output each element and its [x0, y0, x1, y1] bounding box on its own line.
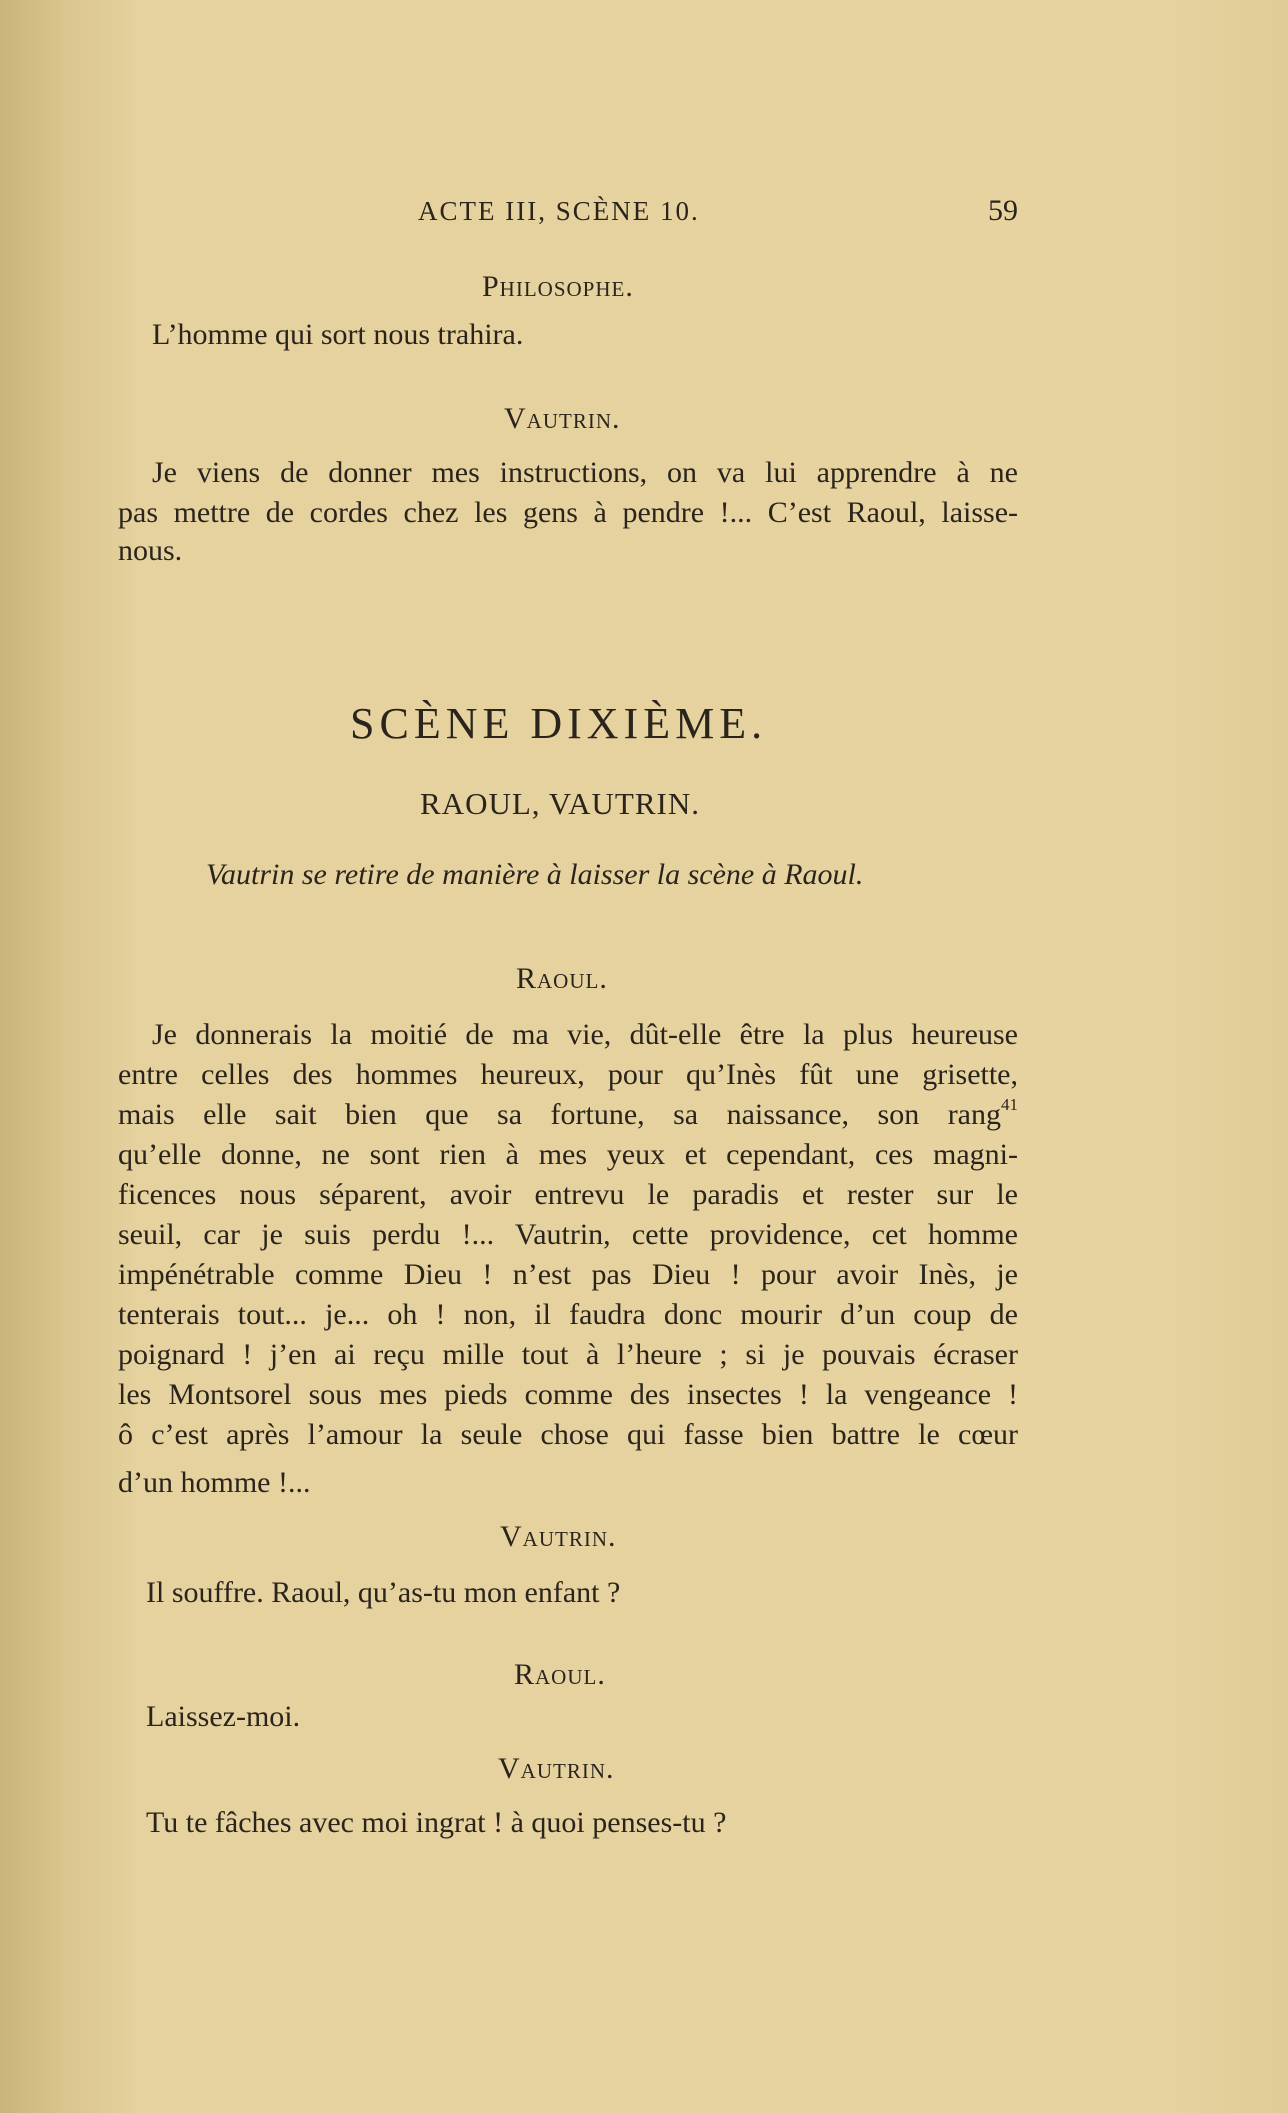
speech-text: mais elle sait bien que sa fortune, sa naissance, son rang	[118, 1098, 1001, 1131]
speaker-name: Raoul.	[516, 962, 608, 995]
running-header: ACTE III, SCÈNE 10.	[418, 196, 700, 226]
speech-line: Laissez-moi.	[146, 1700, 301, 1733]
page-number: 59	[988, 194, 1018, 227]
speech-line: nous.	[118, 534, 183, 567]
speech-line: ô c’est après l’amour la seule chose qui fasse bien battre le cœur	[118, 1418, 1018, 1451]
speech-line: impénétrable comme Dieu ! n’est pas Dieu ! pour avoir Inès, je	[118, 1258, 1018, 1291]
speech-line: seuil, car je suis perdu !... Vautrin, cette providence, cet homme	[118, 1218, 1018, 1251]
scene-title: SCÈNE DIXIÈME.	[350, 699, 768, 748]
speech-line: pas mettre de cordes chez les gens à pendre !... C’est Raoul, laisse-	[118, 496, 1018, 529]
speech-line	[118, 1095, 1018, 1132]
speaker-name: Raoul.	[514, 1658, 606, 1691]
speaker-name: Philosophe.	[482, 270, 634, 303]
speech-line: Il souffre. Raoul, qu’as-tu mon enfant ?	[146, 1576, 621, 1609]
speech-line: les Montsorel sous mes pieds comme des insectes ! la vengeance !	[118, 1378, 1018, 1411]
speaker-name: Vautrin.	[498, 1752, 615, 1785]
speech-line: Je viens de donner mes instructions, on va lui apprendre à ne	[152, 456, 1018, 489]
speech-line: qu’elle donne, ne sont rien à mes yeux et cependant, ces magni-	[118, 1138, 1018, 1171]
speech-line: tenterais tout... je... oh ! non, il faudra donc mourir d’un coup de	[118, 1298, 1018, 1331]
footnote-mark[interactable]: 41	[1001, 1095, 1018, 1114]
speaker-name: Vautrin.	[500, 1520, 617, 1553]
speech-line: entre celles des hommes heureux, pour qu’Inès fût une grisette,	[118, 1058, 1018, 1091]
speech-line: poignard ! j’en ai reçu mille tout à l’heure ; si je pouvais écraser	[118, 1338, 1018, 1371]
scene-characters: RAOUL, VAUTRIN.	[420, 786, 700, 821]
speech-line: d’un homme !...	[118, 1466, 311, 1499]
stage-direction: Vautrin se retire de manière à laisser la scène à Raoul.	[206, 858, 864, 891]
speech-line: ficences nous séparent, avoir entrevu le paradis et rester sur le	[118, 1178, 1018, 1211]
speaker-name: Vautrin.	[504, 402, 621, 435]
speech-line: Je donnerais la moitié de ma vie, dût-elle être la plus heureuse	[152, 1018, 1018, 1051]
speech-line: L’homme qui sort nous trahira.	[152, 318, 524, 351]
speech-line: Tu te fâches avec moi ingrat ! à quoi penses-tu ?	[146, 1806, 727, 1839]
